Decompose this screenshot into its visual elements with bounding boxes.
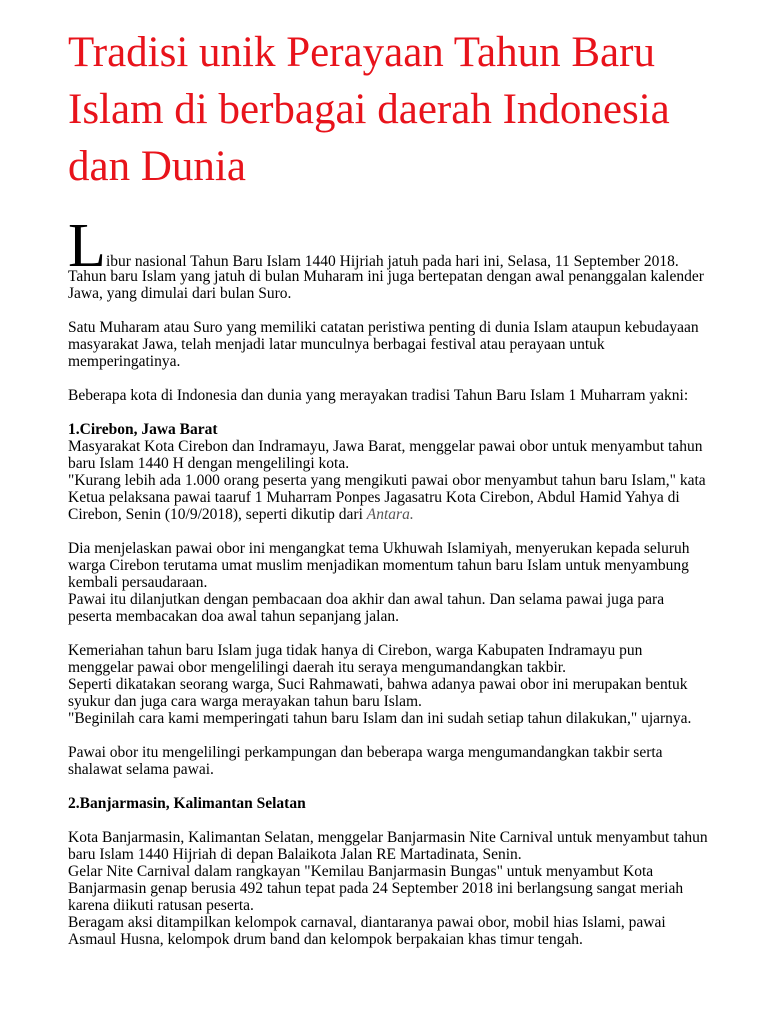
section-heading-banjarmasin: 2.Banjarmasin, Kalimantan Selatan: [68, 795, 306, 812]
quote-text: "Kurang lebih ada 1.000 orang peserta yang mengikuti pawai obor menyambut tahun baru Islam," kata Ketua pelaksana pawai taaruf 1 Muharram Ponpes Jagasatru Kota Cirebon, Abdul Hamid Yahya di Cirebon, Senin (10/9/2018), seperti dikutip dari: [68, 472, 706, 523]
article-body: [68, 212, 708, 948]
intro-paragraph: [68, 212, 708, 280]
source-link[interactable]: Antara.: [366, 506, 414, 523]
paragraph: "Beginilah cara kami memperingati tahun baru Islam dan ini sudah setiap tahun dilakukan," ujarnya.: [68, 710, 692, 727]
quote-paragraph: [68, 472, 708, 523]
paragraph: Beragam aksi ditampilkan kelompok carnaval, diantaranya pawai obor, mobil hias Islami, pawai Asmaul Husna, kelompok drum band dan kelompok berpakaian khas timur tengah.: [68, 914, 666, 948]
intro-text: ibur nasional Tahun Baru Islam 1440 Hijriah jatuh pada hari ini, Selasa, 11 September 2018.: [106, 253, 679, 270]
paragraph: Seperti dikatakan seorang warga, Suci Rahmawati, bahwa adanya pawai obor ini merupakan bentuk syukur dan juga cara warga merayakan tahun baru Islam.: [68, 676, 688, 710]
paragraph: Masyarakat Kota Cirebon dan Indramayu, Jawa Barat, menggelar pawai obor untuk menyambut tahun baru Islam 1440 H dengan mengelilingi kota.: [68, 438, 703, 472]
paragraph: Dia menjelaskan pawai obor ini mengangkat tema Ukhuwah Islamiyah, menyerukan kepada seluruh warga Cirebon terutama umat muslim menjadikan momentum tahun baru Islam untuk menyambung kembali persaudaraan.: [68, 540, 690, 591]
paragraph: Beberapa kota di Indonesia dan dunia yang merayakan tradisi Tahun Baru Islam 1 Muharram yakni:: [68, 387, 689, 404]
article-title: Tradisi unik Perayaan Tahun Baru Islam di berbagai daerah Indonesia dan Dunia: [68, 29, 670, 190]
paragraph: Pawai itu dilanjutkan dengan pembacaan doa akhir dan awal tahun. Dan selama pawai juga para peserta membacakan doa awal tahun sepanjang jalan.: [68, 591, 665, 625]
paragraph: Pawai obor itu mengelilingi perkampungan dan beberapa warga mengumandangkan takbir serta shalawat selama pawai.: [68, 744, 663, 778]
paragraph: Satu Muharam atau Suro yang memiliki catatan peristiwa penting di dunia Islam ataupun kebudayaan masyarakat Jawa, telah menjadi latar munculnya berbagai festival atau perayaan untuk memperingatinya.: [68, 319, 699, 370]
paragraph: Tahun baru Islam yang jatuh di bulan Muharam ini juga bertepatan dengan awal penanggalan kalender Jawa, yang dimulai dari bulan Suro.: [68, 268, 704, 302]
paragraph: Kemeriahan tahun baru Islam juga tidak hanya di Cirebon, warga Kabupaten Indramayu pun menggelar pawai obor mengelilingi daerah itu seraya mengumandangkan takbir.: [68, 642, 643, 676]
paragraph: Kota Banjarmasin, Kalimantan Selatan, menggelar Banjarmasin Nite Carnival untuk menyambut tahun baru Islam 1440 Hijriah di depan Balaikota Jalan RE Martadinata, Senin.: [68, 829, 708, 863]
paragraph: Gelar Nite Carnival dalam rangkayan "Kemilau Banjarmasin Bungas" untuk menyambut Kota Banjarmasin genap berusia 492 tahun tepat pada 24 September 2018 ini berlangsung sangat meriah karena diikuti ratusan peserta.: [68, 863, 684, 914]
drop-cap: L: [68, 212, 106, 280]
section-heading-cirebon: 1.Cirebon, Jawa Barat: [68, 421, 218, 438]
